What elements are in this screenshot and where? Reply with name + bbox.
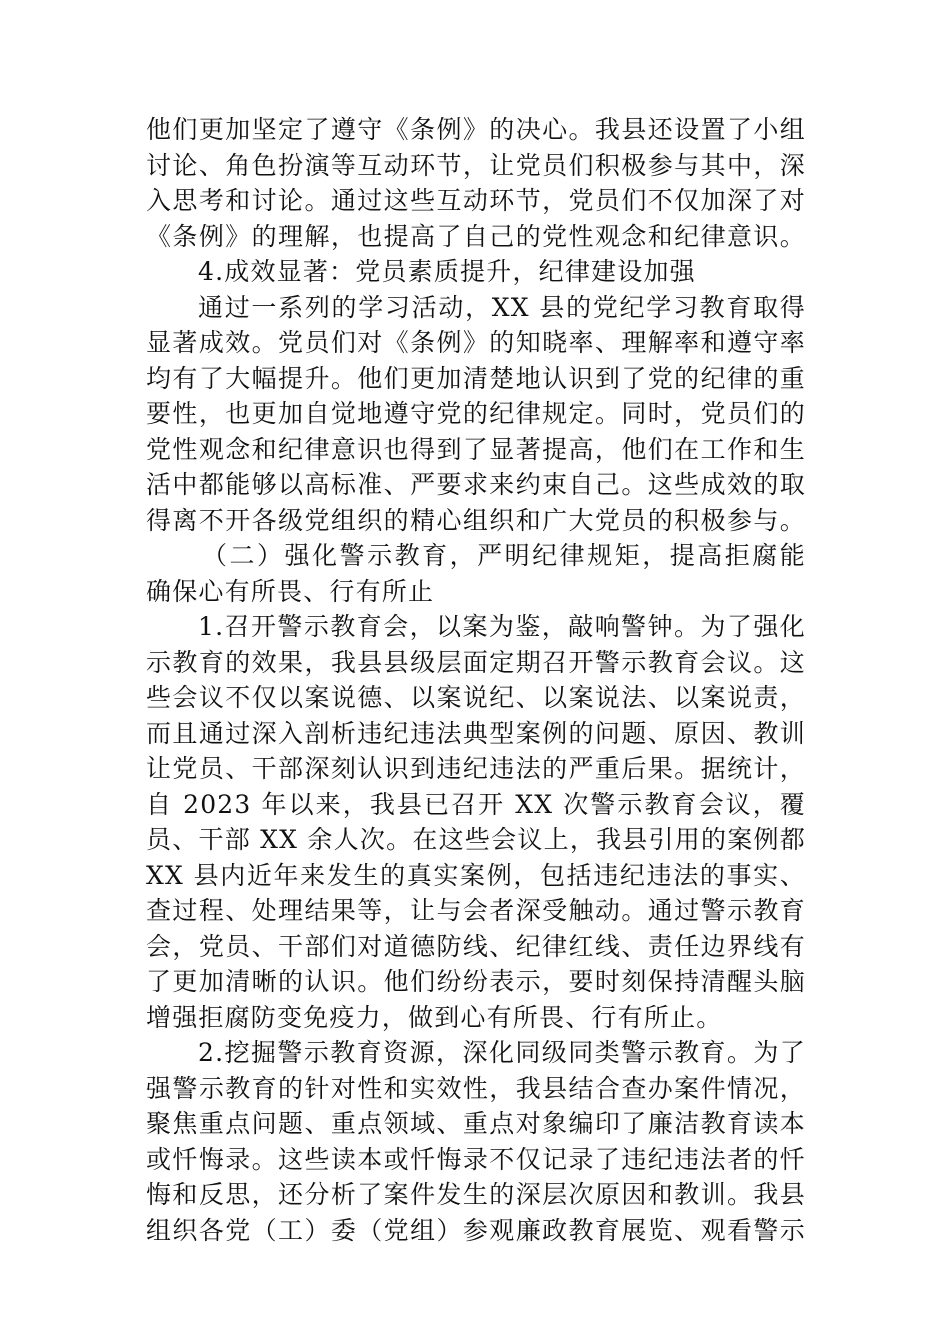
text-line: 通过一系列的学习活动，XX 县的党纪学习教育取得 <box>198 292 806 322</box>
text-line: 入思考和讨论。通过这些互动环节，党员们不仅加深了对 <box>146 186 806 215</box>
text-line: 示教育的效果，我县县级层面定期召开警示教育会议。这 <box>146 647 806 677</box>
text-line: 活中都能够以高标准、严要求来约束自己。这些成效的取 <box>146 470 806 499</box>
text-line: 强警示教育的针对性和实效性，我县结合查办案件情况， <box>146 1073 806 1103</box>
text-line: 他们更加坚定了遵守《条例》的决心。我县还设置了小组 <box>146 115 806 144</box>
text-line: 聚焦重点问题、重点领域、重点对象编印了廉洁教育读本 <box>146 1109 806 1138</box>
text-line: 增强拒腐防变免疫力，做到心有所畏、行有所止。 <box>146 1002 723 1032</box>
text-line: 悔和反思，还分析了案件发生的深层次原因和教训。我县 <box>146 1180 806 1209</box>
text-line: 2.挖掘警示教育资源，深化同级同类警示教育。为了 <box>198 1038 806 1067</box>
text-line: 查过程、处理结果等，让与会者深受触动。通过警示教育 <box>146 896 806 925</box>
text-line: 得离不开各级党组织的精心组织和广大党员的积极参与。 <box>146 505 806 535</box>
text-line: 些会议不仅以案说德、以案说纪、以案说法、以案说责， <box>146 683 806 712</box>
text-line: 4.成效显著：党员素质提升，纪律建设加强 <box>198 257 696 286</box>
document-body <box>146 112 806 1248</box>
text-line: 组织各党（工）委（党组）参观廉政教育展览、观看警示 <box>146 1215 806 1245</box>
text-line: 而且通过深入剖析违纪违法典型案例的问题、原因、教训 <box>146 718 806 748</box>
text-line: 自 2023 年以来，我县已召开 XX 次警示教育会议，覆 <box>146 789 806 819</box>
text-line: 会，党员、干部们对道德防线、纪律红线、责任边界线有 <box>146 931 806 961</box>
text-line: 《条例》的理解，也提高了自己的党性观念和纪律意识。 <box>146 221 806 251</box>
text-line: XX 县内近年来发生的真实案例，包括违纪违法的事实、 <box>146 860 806 890</box>
text-line: 讨论、角色扮演等互动环节，让党员们积极参与其中，深 <box>146 150 806 180</box>
text-line: 确保心有所畏、行有所止 <box>146 576 435 606</box>
text-line: 1.召开警示教育会，以案为鉴，敲响警钟。为了强化 <box>198 612 806 641</box>
text-line: （二）强化警示教育，严明纪律规矩，提高拒腐能 <box>202 541 806 570</box>
text-line: 显著成效。党员们对《条例》的知晓率、理解率和遵守率 <box>146 328 806 357</box>
text-line: 要性，也更加自觉地遵守党的纪律规定。同时，党员们的 <box>146 399 806 428</box>
text-line: 员、干部 XX 余人次。在这些会议上，我县引用的案例都 <box>146 825 806 854</box>
text-line: 了更加清晰的认识。他们纷纷表示，要时刻保持清醒头脑 <box>146 967 806 996</box>
text-line: 均有了大幅提升。他们更加清楚地认识到了党的纪律的重 <box>146 363 806 393</box>
text-line: 或忏悔录。这些读本或忏悔录不仅记录了违纪违法者的忏 <box>146 1144 806 1174</box>
text-line: 党性观念和纪律意识也得到了显著提高，他们在工作和生 <box>146 434 806 464</box>
text-line: 让党员、干部深刻认识到违纪违法的严重后果。据统计， <box>146 754 806 783</box>
